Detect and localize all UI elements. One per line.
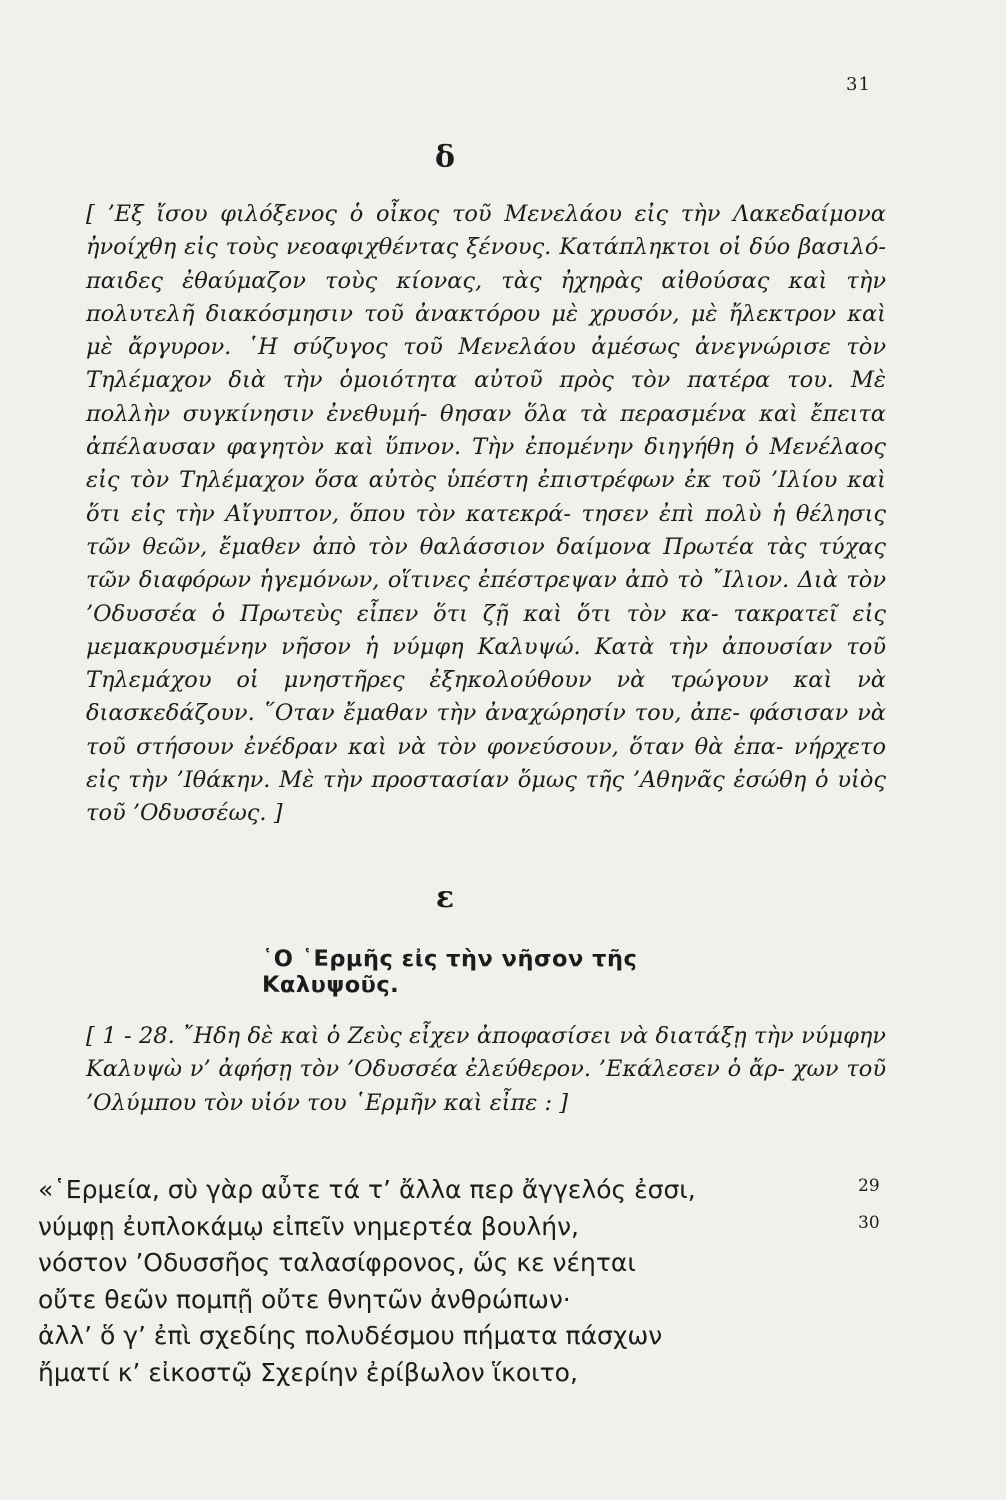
summary-line: ἠνοίχθη εἰς τοὺς νεοαφιχθέντας ξένους. Κατάπληκτοι οἱ δύο βασιλό- bbox=[86, 234, 886, 261]
summary-line: παιδες ἐθαύμαζον τοὺς κίονας, τὰς ἠχηρὰς αἰθούσας καὶ τὴν πολυτελῆ bbox=[86, 267, 886, 327]
summary-line: ὁμοιότητα αὐτοῦ πρὸς τὸν πατέρα του. Μὲ πολλὴν συγκίνησιν ἐνεθυμή- bbox=[86, 367, 886, 427]
summary-line: χων τοῦ ’Ολύμπου τὸν υἱόν του ῾Ερμῆν καὶ εἶπε : ] bbox=[86, 1056, 887, 1116]
summary-line: ἐπιστρέφων ἐκ τοῦ ’Ιλίου καὶ ὅτι εἰς τὴν Αἴγυπτον, ὅπου τὸν κατεκρά- bbox=[86, 467, 887, 527]
summary-line: τρώγουν καὶ νὰ διασκεδάζουν. ῞Οταν ἔμαθαν τὴν ἀναχώρησίν του, ἀπε- bbox=[86, 667, 887, 727]
summary-paragraph-epsilon bbox=[86, 1020, 886, 1120]
page-number: 31 bbox=[846, 74, 871, 95]
section-heading-delta: δ bbox=[434, 140, 455, 175]
summary-line: Τὴν ἐπομένην διηγήθη ὁ Μενέλαος εἰς τὸν Τηλέμαχον ὅσα αὐτὸς ὑπέστη bbox=[86, 434, 886, 494]
verse-number: 29 bbox=[858, 1176, 880, 1196]
verse-line bbox=[38, 1282, 938, 1319]
summary-line: ῾Η σύζυγος τοῦ Μενελάου ἀμέσως ἀνεγνώρισε τὸν Τηλέμαχον διὰ τὴν bbox=[86, 334, 887, 394]
summary-line: θησαν ὅλα τὰ περασμένα καὶ ἔπειτα ἀπέλαυσαν φαγητὸν καὶ ὕπνον. bbox=[86, 400, 886, 461]
summary-line: διακόσμησιν τοῦ ἀνακτόρου μὲ χρυσόν, μὲ ἤλεκτρον καὶ μὲ ἄργυρον. bbox=[86, 300, 887, 361]
verse-text: «῾Ερμεία, σὺ γὰρ αὖτε τά τ’ ἄλλα περ ἄγγελός ἐσσι, bbox=[38, 1175, 696, 1204]
section-heading-epsilon: ε bbox=[435, 880, 455, 915]
verse-text: νόστον ’Οδυσσῆος ταλασίφρονος, ὥς κε νέηται bbox=[38, 1248, 636, 1278]
summary-line: τακρατεῖ εἰς μεμακρυσμένην νῆσον ἡ νύμφη Καλυψώ. bbox=[86, 600, 886, 660]
verse-line bbox=[38, 1355, 938, 1392]
book-title: ῾Ο ῾Ερμῆς εἰς τὴν νῆσον τῆς Καλυψοῦς. bbox=[262, 946, 638, 998]
summary-line: Πρωτέα τὰς τύχας τῶν διαφόρων ἡγεμόνων, οἵτινες ἐπέστρεψαν ἀπὸ bbox=[86, 533, 887, 594]
summary-line: [ ’Εξ ἴσου φιλόξενος ὁ οἶκος τοῦ Μενελάου εἰς τὴν Λακεδαίμονα bbox=[86, 201, 886, 227]
summary-paragraph-delta bbox=[86, 198, 886, 831]
verse-block bbox=[38, 1172, 938, 1392]
verse-line bbox=[38, 1209, 938, 1246]
verse-text: ἀλλ’ ὅ γ’ ἐπὶ σχεδίης πολυδέσμου πήματα πάσχων bbox=[38, 1321, 663, 1351]
summary-line: νύμφην Καλυψὼ ν’ ἀφήσῃ τὸν ’Οδυσσέα ἐλεύθερον. ’Εκάλεσεν ὁ ἄρ- bbox=[86, 1023, 886, 1083]
summary-line: [ 1 - 28. ῎Ηδη δὲ καὶ ὁ Ζεὺς εἶχεν ἀποφασίσει νὰ διατάξῃ τὴν bbox=[86, 1023, 794, 1049]
summary-line: ὁ υἱὸς τοῦ ’Οδυσσέως. ] bbox=[86, 767, 886, 827]
verse-text: οὔτε θεῶν πομπῇ οὔτε θνητῶν ἀνθρώπων· bbox=[38, 1284, 571, 1314]
summary-line: τὸ ῎Ιλιον. Διὰ τὸν ’Οδυσσέα ὁ Πρωτεὺς εἶπεν ὅτι ζῇ καὶ ὅτι τὸν κα- bbox=[86, 567, 887, 627]
summary-line: νήρχετο εἰς τὴν ’Ιθάκην. Μὲ τὴν προστασίαν ὅμως τῆς ’Αθηνᾶς ἐσώθη bbox=[86, 733, 886, 794]
verse-line bbox=[38, 1172, 938, 1209]
verse-line bbox=[38, 1318, 938, 1355]
verse-text: νύμφῃ ἐυπλοκάμῳ εἰπεῖν νημερτέα βουλήν, bbox=[38, 1211, 580, 1241]
summary-line: φάσισαν νὰ τοῦ στήσουν ἐνέδραν καὶ νὰ τὸν φονεύσουν, ὅταν θὰ ἐπα- bbox=[86, 700, 886, 760]
summary-line: τησεν ἐπὶ πολὺ ἡ θέλησις τῶν θεῶν, ἔμαθεν ἀπὸ τὸν θαλάσσιον δαίμονα bbox=[86, 500, 887, 560]
summary-line: Κατὰ τὴν ἀπουσίαν τοῦ Τηλεμάχου οἱ μνηστῆρες ἐξηκολούθουν νὰ bbox=[86, 633, 886, 694]
verse-line bbox=[38, 1245, 938, 1282]
verse-text: ἤματί κ’ εἰκοστῷ Σχερίην ἐρίβωλον ἵκοιτο, bbox=[38, 1357, 578, 1387]
verse-number: 30 bbox=[858, 1212, 880, 1233]
